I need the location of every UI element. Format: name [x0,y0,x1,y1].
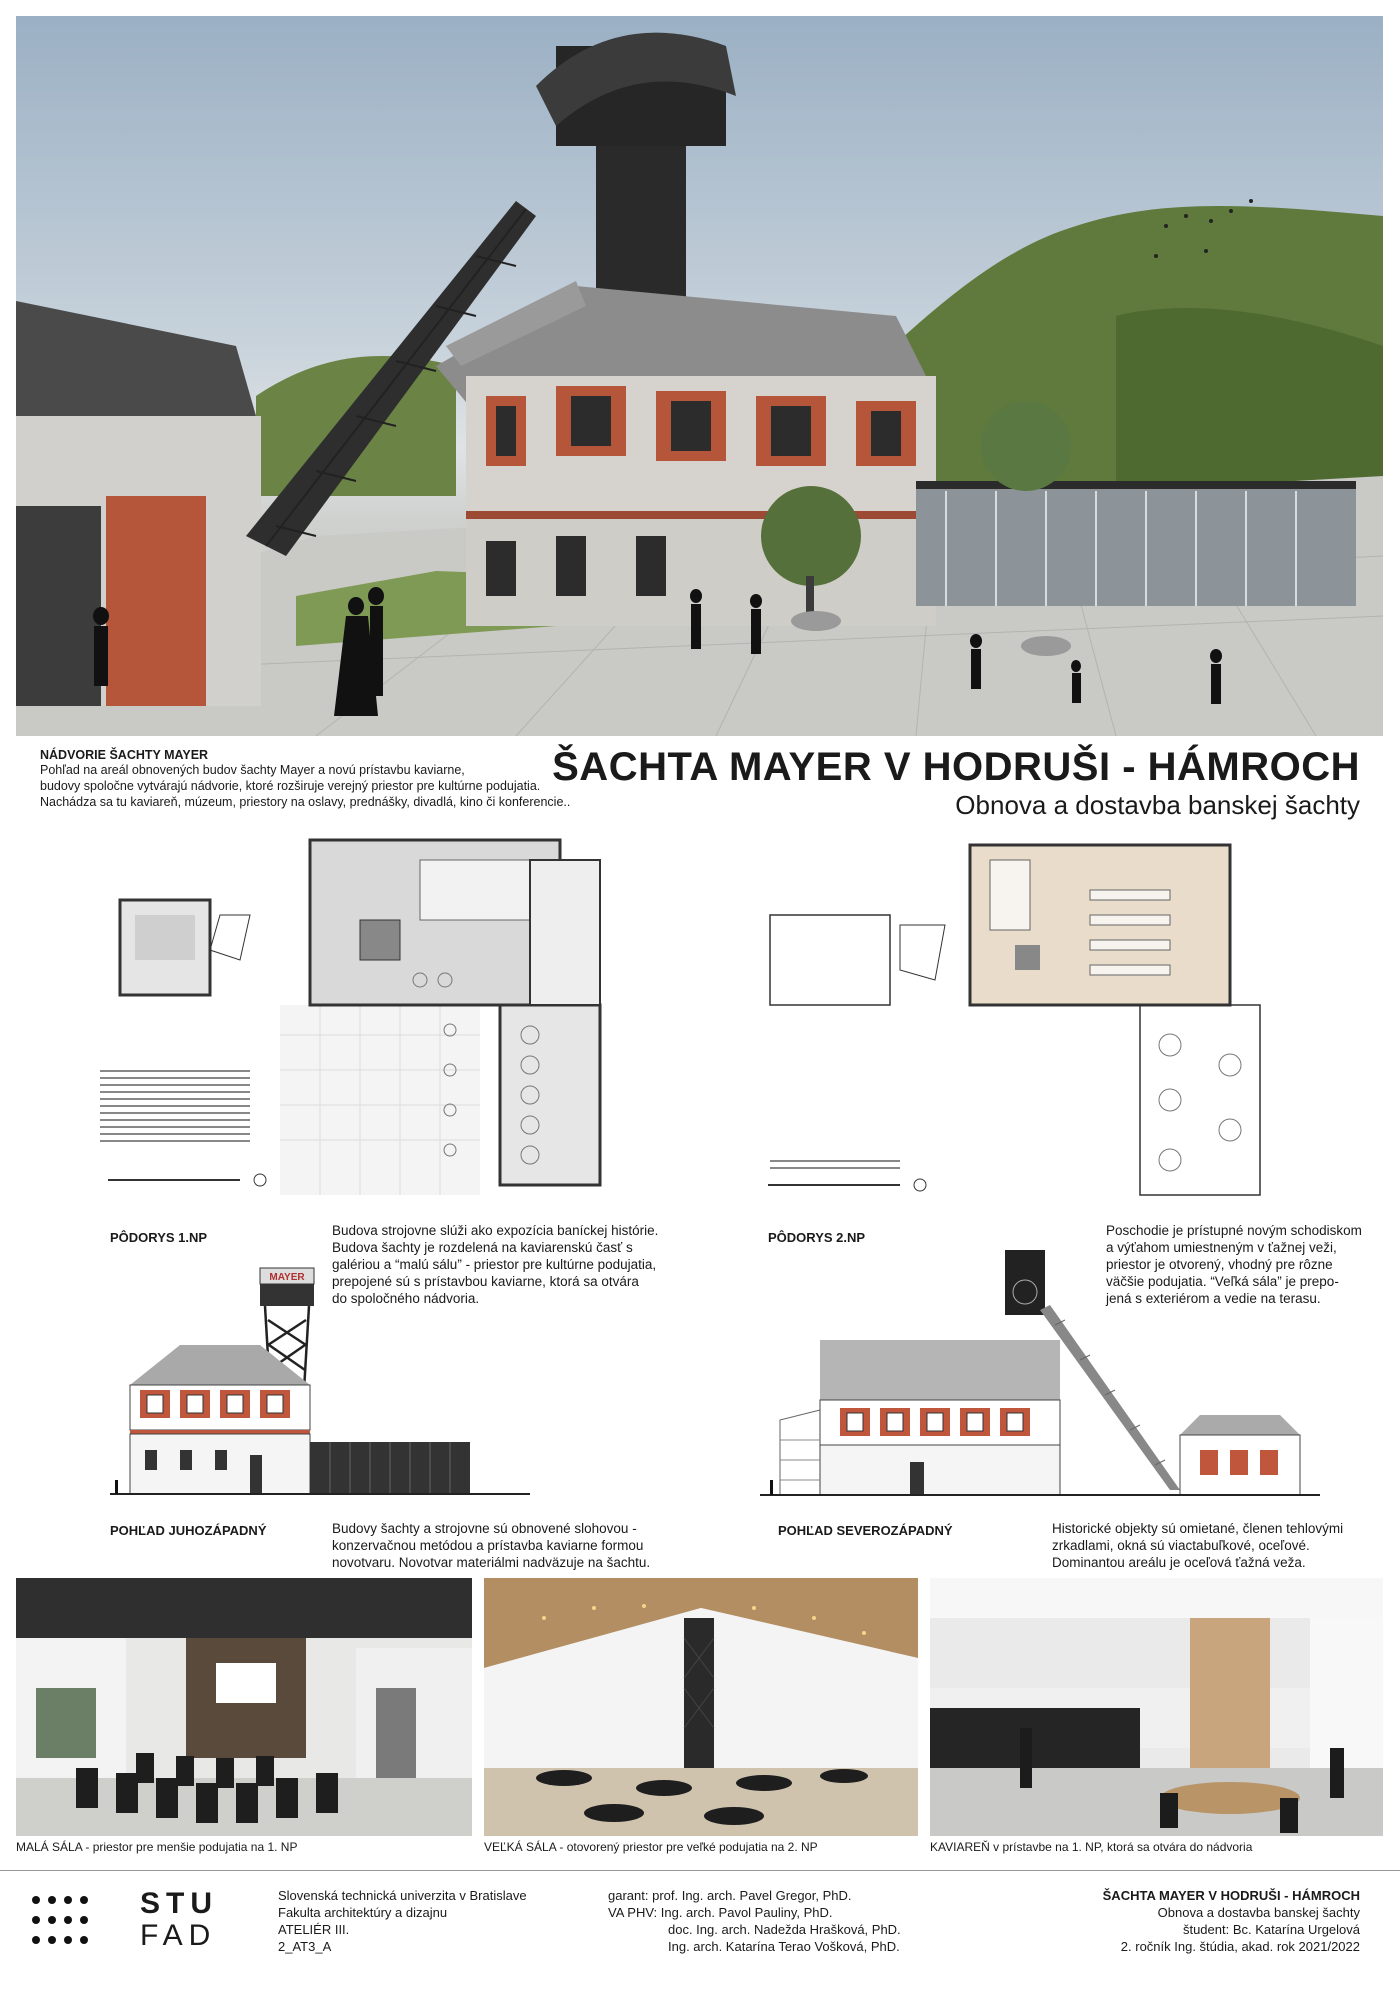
elevation-southwest [110,1250,530,1515]
plan-2np-line: a výťahom umiestneným v ťažnej veži, [1106,1240,1337,1255]
plan-1np-line: Budova šachty je rozdelená na kaviarenskú časť s [332,1240,633,1255]
elevation-northwest-drawing [760,1250,1320,1510]
render-large-hall-illustration [484,1578,918,1836]
elevation-nw-text [1052,1520,1382,1571]
school-info [278,1887,527,1955]
plan-1np-label: PÔDORYS 1.NP [110,1230,208,1245]
elevation-southwest-drawing [110,1250,530,1510]
project-year: 2. ročník Ing. štúdia, akad. rok 2021/2022 [1120,1939,1360,1954]
plan-1np-line: do spoločného nádvoria. [332,1291,480,1306]
plan-1np-line: Budova strojovne slúži ako expozícia baníckej histórie. [332,1223,659,1238]
staff-line: Ing. arch. Katarína Terao Vošková, PhD. [668,1939,900,1954]
plan-2np-line: priestor je otvorený, vhodný pre rôzne [1106,1257,1333,1272]
elevation-northwest [760,1250,1320,1515]
floor-plan-1np-drawing [100,820,660,1205]
hero-heading: NÁDVORIE ŠACHTY MAYER [40,748,209,762]
project-info [1103,1887,1360,1955]
staff-info [608,1887,901,1955]
staff-line: garant: prof. Ing. arch. Pavel Gregor, PhD. [608,1888,852,1903]
plan-1np-line: galériou a “malú sálu” - priestor pre kultúrne podujatia, [332,1257,657,1272]
hero-line: budovy spoločne vytvárajú nádvorie, ktoré rozširuje verejný priestor pre kultúrne podujatia. [40,779,541,793]
staff-line: doc. Ing. arch. Nadežda Hrašková, PhD. [668,1922,901,1937]
elevation-nw-line: Historické objekty sú omietané, členen tehlovými [1052,1521,1344,1536]
logo-fad-text: FAD [140,1919,217,1952]
school-line: Slovenská technická univerzita v Bratislave [278,1888,527,1903]
plan-1np-line: prepojené sú s prístavbou kaviarne, ktorá sa otvára [332,1274,639,1289]
render-large-hall-caption: VEĽKÁ SÁLA - otovorený priestor pre veľké podujatia na 2. NP [484,1840,818,1854]
school-line: ATELIÉR III. [278,1922,350,1937]
footer-divider [0,1870,1400,1871]
render-small-hall [16,1578,472,1836]
logo-dots-icon [30,1892,90,1952]
hero-line: Nachádza sa tu kaviareň, múzeum, priestory na oslavy, prednášky, divadlá, kino či konferencie.. [40,795,571,809]
render-small-hall-caption: MALÁ SÁLA - priestor pre menšie podujatia na 1. NP [16,1840,298,1854]
plan-2np-line: Poschodie je prístupné novým schodiskom [1106,1223,1362,1238]
logo-stu-text: STU [140,1887,218,1920]
title-block [552,745,1360,821]
render-large-hall [484,1578,918,1836]
render-cafe-caption: KAVIAREŇ v prístavbe na 1. NP, ktorá sa otvára do nádvoria [930,1840,1253,1854]
render-small-hall-illustration [16,1578,472,1836]
staff-line: VA PHV: Ing. arch. Pavol Pauliny, PhD. [608,1905,833,1920]
project-title: ŠACHTA MAYER V HODRUŠI - HÁMROCH [1102,1888,1360,1903]
plan-2np-line: jená s exteriérom a vedie na terasu. [1106,1291,1321,1306]
floor-plan-2np-drawing [760,820,1320,1210]
elevation-nw-line: Dominantou areálu je oceľová ťažná veža. [1052,1555,1306,1570]
hero-render [16,16,1383,736]
render-cafe-illustration [930,1578,1383,1836]
elevation-sw-line: novotvaru. Novotvar materiálmi nadväzuje na šachtu. [332,1555,651,1570]
plan-2np-line: väčšie podujatia. “Veľká sála” je prepo- [1106,1274,1339,1289]
page-subtitle: Obnova a dostavba banskej šachty [955,790,1360,820]
school-line: Fakulta architektúry a dizajnu [278,1905,448,1920]
hero-render-illustration [16,16,1383,736]
floor-plan-2np [760,820,1320,1215]
project-student: študent: Bc. Katarína Urgelová [1182,1922,1360,1937]
school-line: 2_AT3_A [278,1939,332,1954]
hero-line: Pohľad na areál obnovených budov šachty Mayer a novú prístavbu kaviarne, [40,763,465,777]
elevation-sw-label: POHĽAD JUHOZÁPADNÝ [110,1523,267,1538]
elevation-nw-line: zrkadlami, okná sú viactabuľkové, oceľové. [1052,1538,1310,1553]
elevation-sw-line: Budovy šachty a strojovne sú obnovené slohovou - [332,1521,637,1536]
floor-plan-1np [100,820,660,1210]
plan-2np-label: PÔDORYS 2.NP [768,1230,866,1245]
elevation-nw-label: POHĽAD SEVEROZÁPADNÝ [778,1523,953,1538]
project-subtitle: Obnova a dostavba banskej šachty [1157,1905,1360,1920]
render-cafe [930,1578,1383,1836]
elevation-sw-line: konzervačnou metódou a prístavba kaviarne formou [332,1538,644,1553]
elevation-sw-text [332,1520,692,1571]
page-title: ŠACHTA MAYER V HODRUŠI - HÁMROCH [552,745,1360,789]
tower-sign-text: MAYER [269,1272,305,1283]
